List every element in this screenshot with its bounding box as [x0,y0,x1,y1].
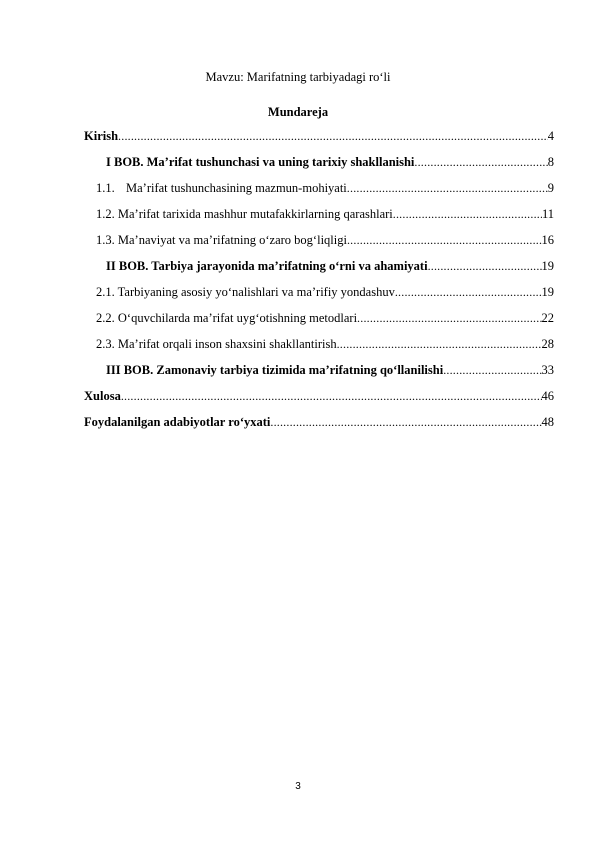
toc-entry-page: 28 [541,337,554,351]
toc-entry-chapter-2[interactable] [84,258,554,274]
toc-entry-section-1-1[interactable] [84,180,554,196]
toc-entry-page: 19 [541,259,554,273]
toc-entry-section-1-3[interactable] [84,232,554,248]
toc-entry-page: 8 [547,155,554,169]
toc-entry-page: 46 [541,389,554,403]
toc-entry-page: 33 [541,363,554,377]
toc-leader-dots [443,362,541,378]
toc-entry-section-2-2[interactable] [84,310,554,326]
toc-leader-dots [395,284,542,300]
toc-entry-kirish[interactable] [84,128,554,144]
toc-entry-section-1-2[interactable] [84,206,554,222]
toc-entry-page: 48 [541,415,554,429]
toc-entry-title: 1.3. Ma’naviyat va ma’rifatning o‘zaro bog‘liqligi [96,233,347,247]
toc-entry-page: 19 [541,285,554,299]
toc-entry-chapter-3[interactable] [84,362,554,378]
toc-entry-title: Ma’rifat tushunchasining mazmun-mohiyati [126,181,347,195]
toc-entry-chapter-1[interactable] [84,154,554,170]
toc-leader-dots [414,154,547,170]
page-number: 3 [295,781,301,792]
toc-entry-title: 2.3. Ma’rifat orqali inson shaxsini shakllantirish [96,337,337,351]
document-topic: Mavzu: Marifatning tarbiyadagi ro‘li [205,70,391,84]
toc-leader-dots [118,128,548,144]
toc-entry-page: 22 [541,311,554,325]
toc-entry-title: Kirish [84,129,119,143]
toc-entry-title: 2.1. Tarbiyaning asosiy yo‘nalishlari va ma’rifiy yondashuv [96,285,395,299]
toc-leader-dots [121,388,542,404]
toc-entry-page: 9 [547,181,554,195]
toc-entry-page: 11 [541,207,554,221]
toc-entry-page: 4 [547,129,554,143]
toc-entry-page: 16 [541,233,554,247]
toc-heading: Mundareja [267,105,329,119]
toc-leader-dots [347,232,542,248]
toc-entry-references[interactable] [84,414,554,430]
toc-entry-title: Foydalanilgan adabiyotlar ro‘yxati [84,415,271,429]
toc-leader-dots [347,180,548,196]
toc-leader-dots [428,258,542,274]
toc-entry-title: III BOB. Zamonaviy tarbiya tizimida ma’rifatning qo‘llanilishi [106,363,444,377]
toc-leader-dots [393,206,542,222]
table-of-contents [84,128,554,440]
toc-entry-title: II BOB. Tarbiya jarayonida ma’rifatning o‘rni va ahamiyati [106,259,428,273]
toc-leader-dots [270,414,541,430]
toc-entry-xulosa[interactable] [84,388,554,404]
toc-entry-section-2-3[interactable] [84,336,554,352]
toc-entry-title: Xulosa [84,389,121,403]
toc-leader-dots [337,336,542,352]
toc-leader-dots [357,310,541,326]
toc-entry-title: I BOB. Ma’rifat tushunchasi va uning tarixiy shakllanishi [106,155,415,169]
toc-entry-title: 2.2. O‘quvchilarda ma’rifat uyg‘otishning metodlari [96,311,358,325]
toc-entry-number: 1.1. [96,181,115,195]
toc-entry-section-2-1[interactable] [84,284,554,300]
toc-entry-title: 1.2. Ma’rifat tarixida mashhur mutafakkirlarning qarashlari [96,207,393,221]
